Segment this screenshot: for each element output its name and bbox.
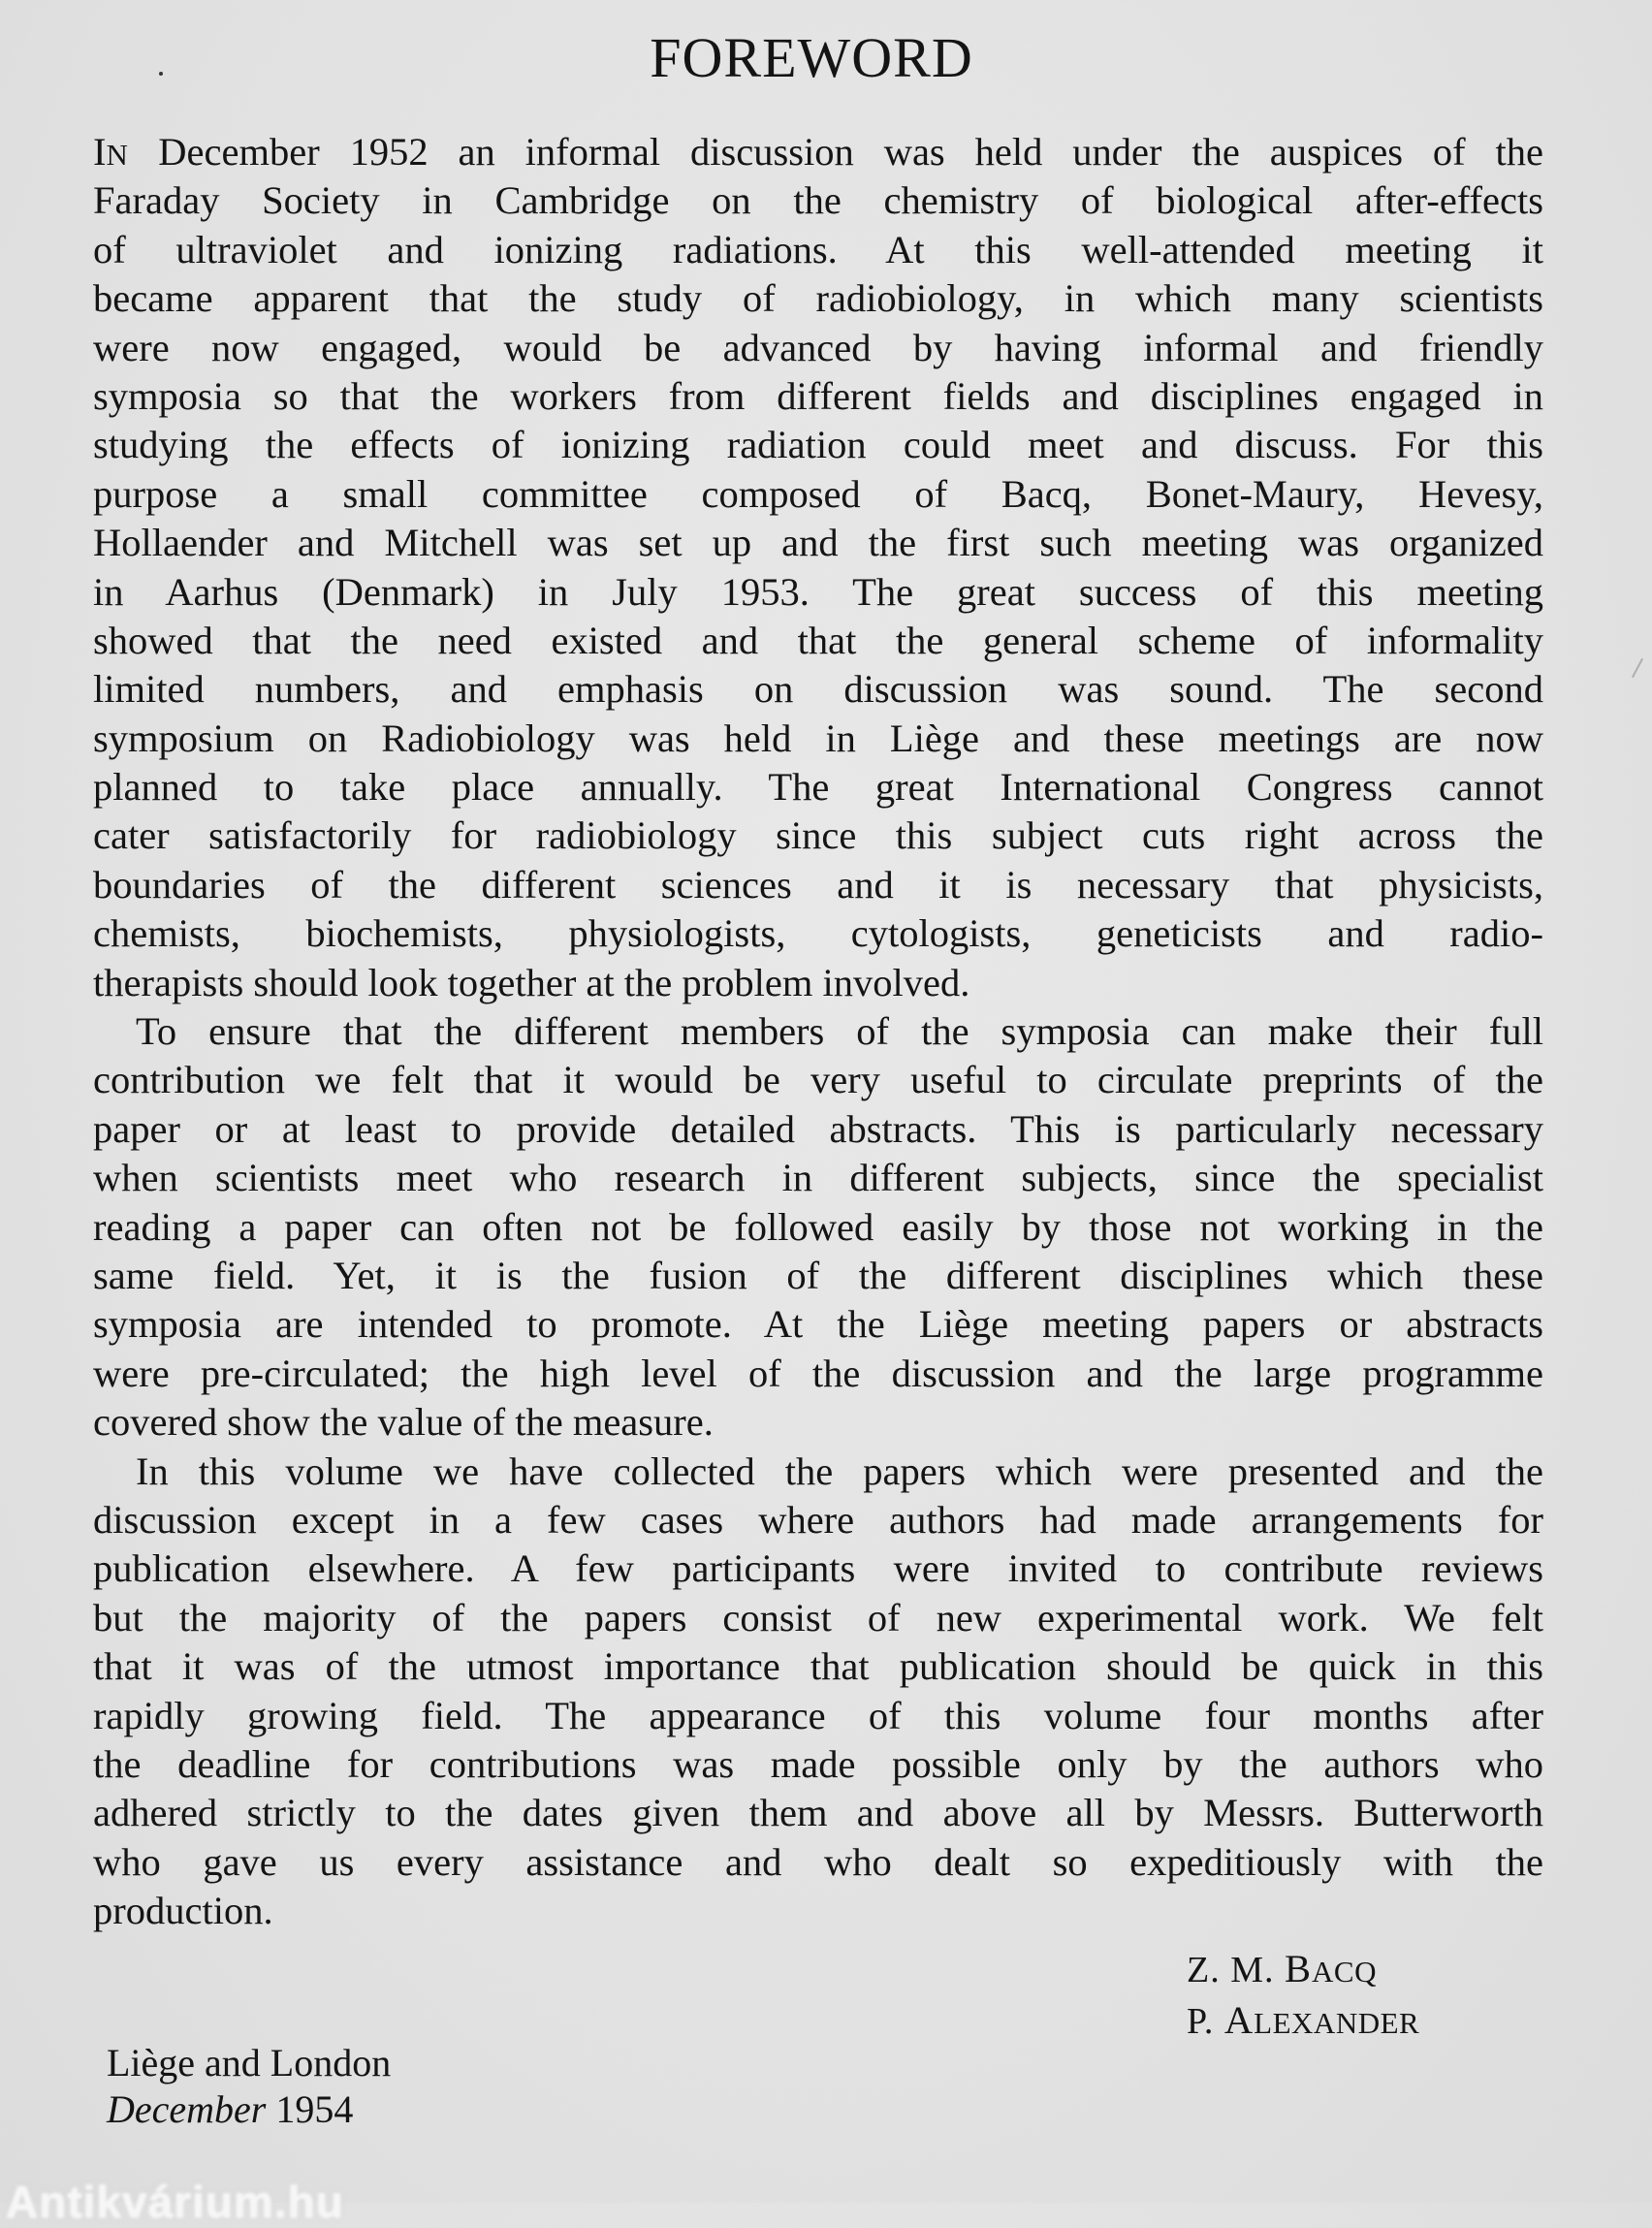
text-line: production. bbox=[93, 1889, 273, 1933]
text-line: reading a paper can often not be followed easily by those not working in the bbox=[93, 1204, 1543, 1249]
date-line bbox=[107, 2086, 391, 2133]
text-line: in Aarhus (Denmark) in July 1953. The great success of this meeting bbox=[93, 569, 1543, 614]
signature-alexander: P. ALEXANDER bbox=[1187, 1998, 1420, 2042]
date-month: December bbox=[107, 2087, 267, 2131]
text-line: To ensure that the different members of the symposia can make their full bbox=[136, 1009, 1543, 1054]
text-line: became apparent that the study of radiobiology, in which many scientists bbox=[93, 276, 1543, 321]
small-caps-letter: N bbox=[106, 138, 129, 172]
text-line: when scientists meet who research in different subjects, since the specialist bbox=[93, 1156, 1543, 1200]
text-line: who gave us every assistance and who dealt so expeditiously with the bbox=[93, 1839, 1543, 1884]
text-line: publication elsewhere. A few participants were invited to contribute reviews bbox=[93, 1546, 1543, 1591]
text-line: therapists should look together at the problem involved. bbox=[93, 960, 970, 1004]
text-line: purpose a small committee composed of Bacq, Bonet-Maury, Hevesy, bbox=[93, 471, 1543, 516]
text-line: but the majority of the papers consist of new experimental work. We felt bbox=[93, 1595, 1543, 1639]
text-line: adhered strictly to the dates given them and above all by Messrs. Butterworth bbox=[93, 1791, 1543, 1835]
text-line: boundaries of the different sciences and it is necessary that physicists, bbox=[93, 862, 1543, 907]
text-line: showed that the need existed and that the general scheme of informality bbox=[93, 618, 1543, 662]
small-caps-initial: I bbox=[93, 130, 107, 174]
text-line: chemists, biochemists, physiologists, cytologists, geneticists and radio- bbox=[93, 911, 1543, 956]
text-line: IN December 1952 an informal discussion was held under the auspices of the bbox=[93, 130, 1543, 174]
text-line: Hollaender and Mitchell was set up and the first such meeting was organized bbox=[93, 521, 1543, 565]
text-line: In this volume we have collected the papers which were presented and the bbox=[136, 1448, 1543, 1493]
paragraph-1 bbox=[93, 128, 1543, 1007]
paragraph-2 bbox=[93, 1007, 1543, 1448]
text-line: same field. Yet, it is the fusion of the different disciplines which these bbox=[93, 1253, 1543, 1297]
paragraph-3 bbox=[93, 1448, 1543, 1936]
author-signatures bbox=[1187, 1945, 1419, 2048]
foreword-body bbox=[93, 128, 1543, 1935]
signature-bacq: Z. M. BACQ bbox=[1187, 1947, 1377, 1990]
text-line: that it was of the utmost importance that publication should be quick in this bbox=[93, 1644, 1543, 1689]
place-and-date bbox=[107, 2040, 391, 2133]
text-line: symposium on Radiobiology was held in Liège and these meetings are now bbox=[93, 716, 1543, 760]
text-line: of ultraviolet and ionizing radiations. At this well-attended meeting it bbox=[93, 227, 1543, 271]
text-line: paper or at least to provide detailed abstracts. This is particularly necessary bbox=[93, 1106, 1543, 1151]
stray-ink-dot bbox=[159, 72, 163, 76]
text-line: studying the effects of ionizing radiation could meet and discuss. For this bbox=[93, 423, 1543, 467]
text-line: discussion except in a few cases where authors had made arrangements for bbox=[93, 1497, 1543, 1542]
text-line: planned to take place annually. The great International Congress cannot bbox=[93, 765, 1543, 810]
date-year: 1954 bbox=[275, 2087, 354, 2131]
text-line: cater satisfactorily for radiobiology since this subject cuts right across the bbox=[93, 813, 1543, 858]
watermark: Antikvárium.hu bbox=[6, 2177, 344, 2227]
text-line: symposia are intended to promote. At the Liège meeting papers or abstracts bbox=[93, 1302, 1543, 1347]
place-line: Liège and London bbox=[107, 2041, 392, 2085]
text-line: the deadline for contributions was made possible only by the authors who bbox=[93, 1741, 1543, 1786]
text-line: were pre-circulated; the high level of the discussion and the large programme bbox=[93, 1351, 1543, 1395]
text-line: limited numbers, and emphasis on discussion was sound. The second bbox=[93, 667, 1543, 712]
text-line: rapidly growing field. The appearance of this volume four months after bbox=[93, 1693, 1543, 1737]
text-line: symposia so that the workers from different fields and disciplines engaged in bbox=[93, 373, 1543, 418]
text-line: contribution we felt that it would be very useful to circulate preprints of the bbox=[93, 1058, 1543, 1102]
text-line: covered show the value of the measure. bbox=[93, 1400, 714, 1445]
text-line: were now engaged, would be advanced by having informal and friendly bbox=[93, 325, 1543, 369]
paper-scratch-mark bbox=[1632, 658, 1643, 678]
page-title: FOREWORD bbox=[650, 26, 973, 89]
text-line: Faraday Society in Cambridge on the chemistry of biological after-effects bbox=[93, 178, 1543, 223]
